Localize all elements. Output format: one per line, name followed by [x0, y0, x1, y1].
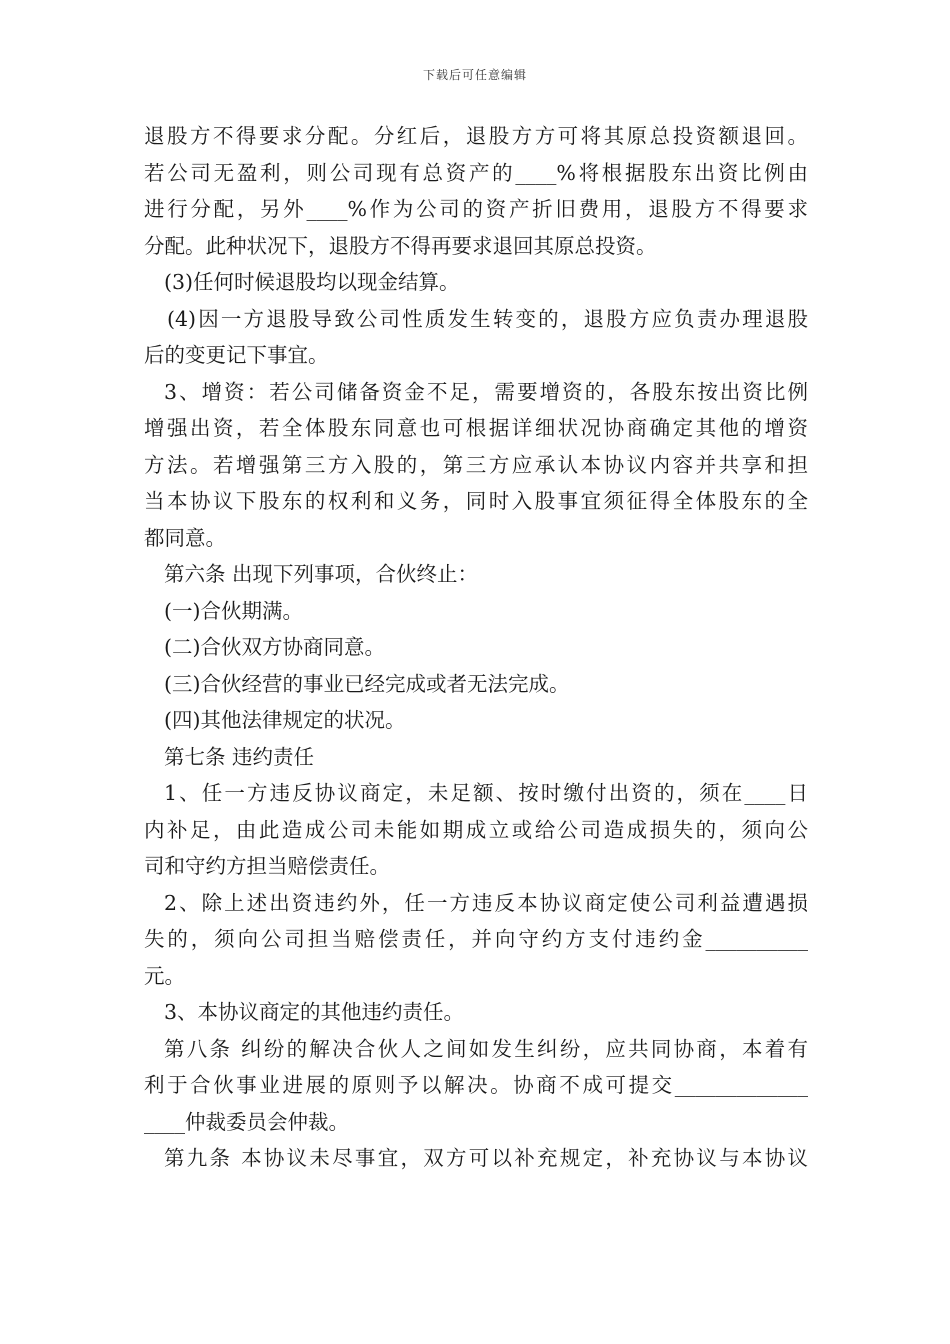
text-line: (三)合伙经营的事业已经完成或者无法完成。: [164, 671, 570, 696]
text-line: 都同意。: [144, 525, 226, 550]
text-line: 利于合伙事业进展的原则予以解决。协商不成可提交_____________: [144, 1073, 808, 1097]
text-line: 增强出资，若全体股东同意也可根据详细状况协商确定其他的增资: [144, 416, 808, 440]
text-line: 1、任一方违反协议商定，未足额、按时缴付出资的，须在____日: [164, 781, 808, 805]
page-header: 下载后可任意编辑: [422, 68, 527, 82]
text-line: 后的变更记下事宜。: [144, 343, 329, 367]
text-line: 若公司无盈利，则公司现有总资产的____%将根据股东出资比例由: [144, 160, 808, 185]
text-line: 内补足，由此造成公司未能如期成立或给公司造成损失的，须向公: [144, 817, 808, 842]
text-line: (4)因一方退股导致公司性质发生转变的，退股方应负责办理退股: [167, 306, 808, 331]
text-line: 失的，须向公司担当赔偿责任，并向守约方支付违约金__________: [144, 927, 808, 951]
text-line: (一)合伙期满。: [164, 598, 303, 623]
text-line: 当本协议下股东的权利和义务，同时入股事宜须征得全体股东的全: [144, 489, 808, 513]
text-line: 3、增资：若公司储备资金不足，需要增资的，各股东按出资比例: [164, 379, 808, 404]
text-line: (3)任何时候退股均以现金结算。: [164, 270, 460, 294]
text-line: 第九条 本协议未尽事宜，双方可以补充规定，补充协议与本协议: [164, 1146, 808, 1170]
text-line: 退股方不得要求分配。分红后，退股方方可将其原总投资额退回。: [144, 124, 808, 148]
text-line: 第六条 出现下列事项，合伙终止：: [164, 562, 479, 586]
text-line: 第八条 纠纷的解决合伙人之间如发生纠纷，应共同协商，本着有: [164, 1036, 808, 1061]
text-line: 司和守约方担当赔偿责任。: [144, 854, 390, 878]
text-line: ____仲裁委员会仲裁。: [144, 1109, 349, 1134]
text-line: 方法。若增强第三方入股的，第三方应承认本协议内容并共享和担: [144, 452, 808, 477]
text-line: 元。: [144, 963, 185, 988]
text-line: 2、除上述出资违约外，任一方违反本协议商定使公司利益遭遇损: [164, 890, 808, 915]
document-body: [144, 118, 808, 1177]
text-line: 进行分配，另外____%作为公司的资产折旧费用，退股方不得要求: [144, 197, 808, 221]
text-line: 第七条 违约责任: [164, 744, 315, 769]
text-line: 3、本协议商定的其他违约责任。: [164, 1000, 465, 1024]
text-line: (四)其他法律规定的状况。: [164, 708, 406, 732]
text-line: (二)合伙双方协商同意。: [164, 635, 385, 659]
text-line: 分配。此种状况下，退股方不得再要求退回其原总投资。: [144, 233, 657, 258]
